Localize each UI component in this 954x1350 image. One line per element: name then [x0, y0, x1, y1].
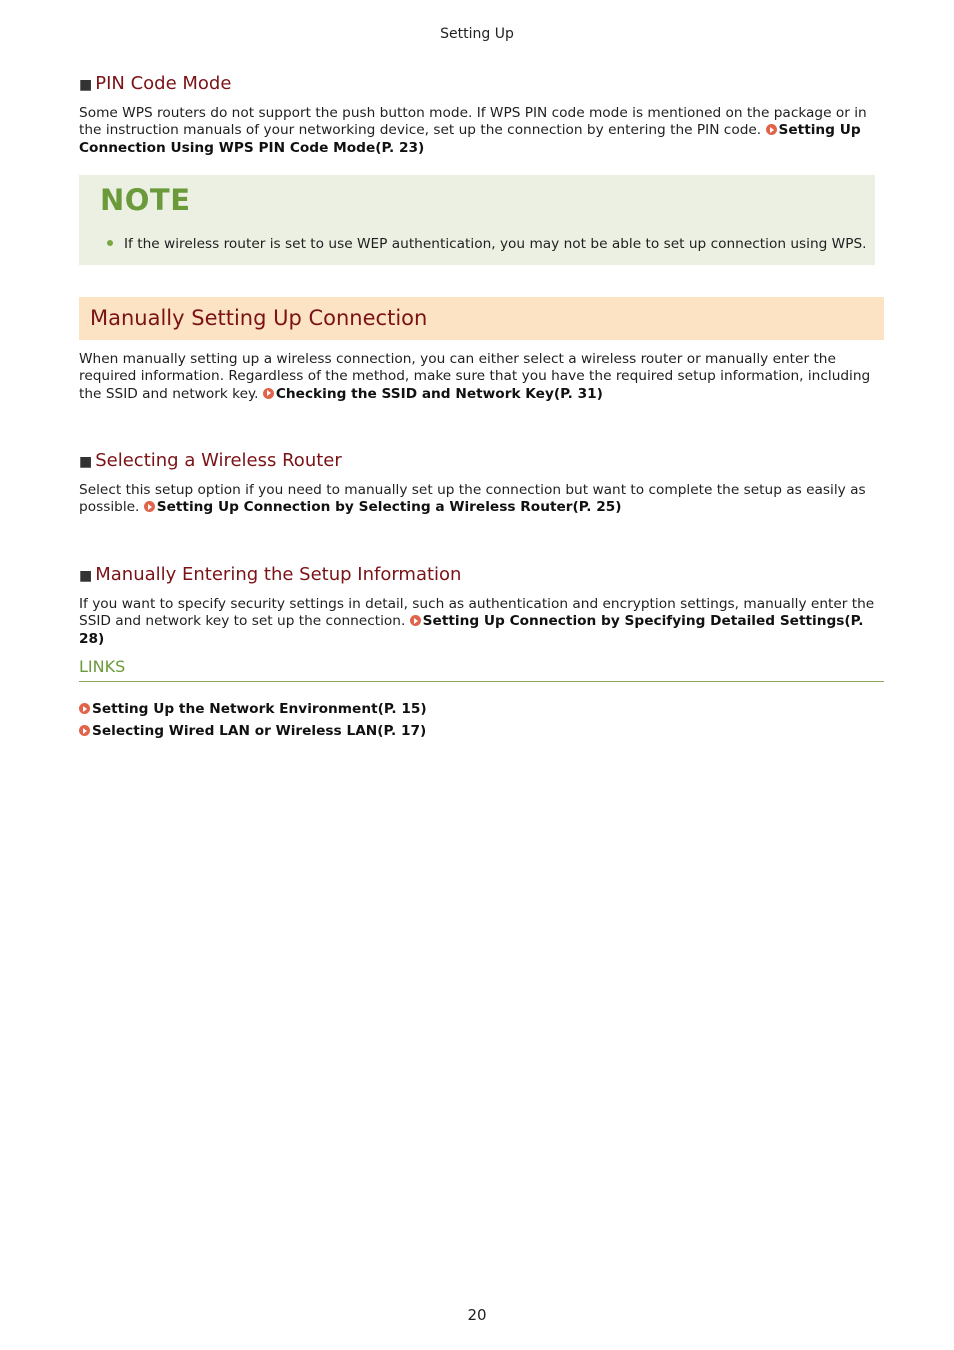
link-text[interactable]: Setting Up the Network Environment(P. 15) — [92, 701, 427, 717]
paragraph-text: When manually setting up a wireless connection, you can either select a wireless router or manually enter the required information. Regardless of the method, make sure that you have the required setup information, including the SSID and network key. — [79, 351, 871, 402]
running-header: Setting Up — [440, 26, 514, 42]
note-box — [79, 175, 875, 265]
link-item[interactable] — [79, 723, 426, 739]
section-heading-band — [79, 297, 884, 340]
note-item-text: If the wireless router is set to use WEP authentication, you may not be able to set up connection using WPS. — [124, 236, 867, 252]
arrow-link-icon — [766, 124, 777, 135]
link-item[interactable] — [79, 701, 427, 717]
heading-text: PIN Code Mode — [95, 73, 232, 94]
arrow-link-icon — [79, 703, 90, 714]
paragraph-text: Select this setup option if you need to manually set up the connection but want to complete the setup as easily as possible. — [79, 482, 866, 516]
note-title: NOTE — [100, 183, 191, 217]
arrow-link-icon — [144, 501, 155, 512]
paragraph-text: If you want to specify security settings in detail, such as authentication and encryption settings, manually enter the SSID and network key to set up the connection. — [79, 596, 875, 630]
bullet-icon — [107, 240, 113, 246]
section-heading: Manually Setting Up Connection — [90, 306, 428, 330]
heading-text: Manually Entering the Setup Information — [95, 564, 462, 585]
xref-link-detailed-settings[interactable]: Setting Up Connection by Specifying Detailed Settings(P. 28) — [79, 613, 864, 647]
heading-selecting-router — [79, 450, 342, 471]
arrow-link-icon — [263, 388, 274, 399]
arrow-link-icon — [79, 725, 90, 736]
square-bullet-icon: ■ — [79, 77, 93, 93]
heading-manual-entry — [79, 564, 461, 585]
paragraph-text: Some WPS routers do not support the push button mode. If WPS PIN code mode is mentioned on the package or in the instruction manuals of your networking device, set up the connection by entering the PIN code. — [79, 105, 867, 139]
paragraph-selecting-router — [79, 482, 889, 517]
xref-link-select-router[interactable]: Setting Up Connection by Selecting a Wireless Router(P. 25) — [156, 499, 622, 516]
page-number: 20 — [467, 1306, 487, 1324]
square-bullet-icon: ■ — [79, 454, 93, 470]
paragraph-manual-entry — [79, 596, 889, 648]
paragraph-pin-code-mode — [79, 105, 889, 157]
paragraph-manual-setup — [79, 351, 889, 403]
xref-link-wps-pin[interactable]: Setting Up Connection Using WPS PIN Code Mode(P. 23) — [79, 122, 861, 156]
heading-pin-code-mode — [79, 73, 231, 94]
arrow-link-icon — [410, 615, 421, 626]
square-bullet-icon: ■ — [79, 568, 93, 584]
links-divider — [79, 681, 884, 682]
xref-link-ssid-key[interactable]: Checking the SSID and Network Key(P. 31) — [275, 385, 603, 402]
links-title: LINKS — [79, 657, 126, 676]
link-text[interactable]: Selecting Wired LAN or Wireless LAN(P. 17) — [92, 723, 427, 739]
heading-text: Selecting a Wireless Router — [95, 450, 342, 471]
note-item — [107, 236, 867, 252]
